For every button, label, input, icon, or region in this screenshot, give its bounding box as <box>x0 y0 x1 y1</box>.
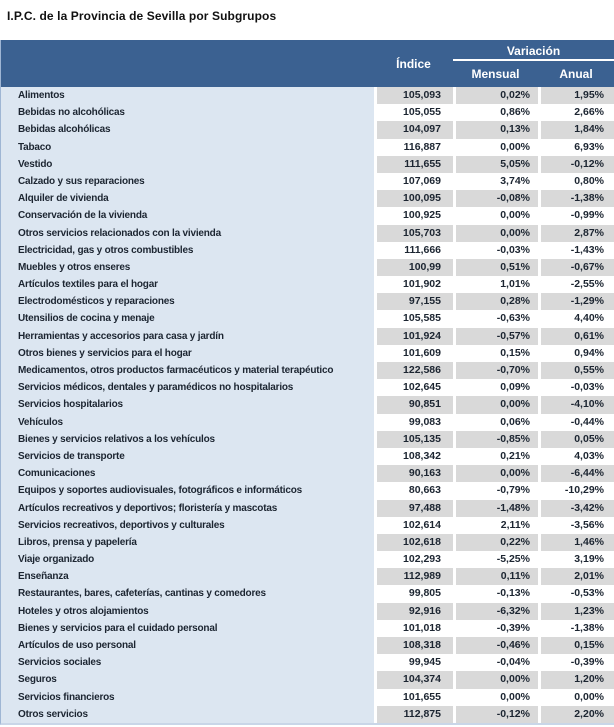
cell-mensual: 0,09% <box>453 379 538 396</box>
row-label: Servicios financieros <box>1 689 374 706</box>
row-label: Artículos textiles para el hogar <box>1 276 374 293</box>
cell-indice: 104,097 <box>374 121 453 138</box>
row-label: Bienes y servicios para el cuidado personal <box>1 620 374 637</box>
row-label: Utensilios de cocina y menaje <box>1 310 374 327</box>
cell-mensual: -0,57% <box>453 328 538 345</box>
table-row <box>1 585 614 602</box>
row-label: Alquiler de vivienda <box>1 190 374 207</box>
row-label: Herramientas y accesorios para casa y jardín <box>1 328 374 345</box>
cell-indice: 102,293 <box>374 551 453 568</box>
cell-mensual: 0,06% <box>453 414 538 431</box>
header-label-spacer <box>1 40 374 87</box>
cell-indice: 99,945 <box>374 654 453 671</box>
cell-anual: -2,55% <box>538 276 614 293</box>
cell-mensual: 0,13% <box>453 121 538 138</box>
row-label: Otros servicios <box>1 706 374 723</box>
cell-anual: -4,10% <box>538 396 614 413</box>
cell-indice: 101,655 <box>374 689 453 706</box>
row-label: Muebles y otros enseres <box>1 259 374 276</box>
cell-mensual: 0,00% <box>453 465 538 482</box>
cell-anual: -3,56% <box>538 517 614 534</box>
cell-anual: -1,43% <box>538 242 614 259</box>
cell-anual: -1,38% <box>538 620 614 637</box>
table-row <box>1 173 614 190</box>
cell-indice: 97,488 <box>374 500 453 517</box>
table-row <box>1 534 614 551</box>
cell-mensual: -0,70% <box>453 362 538 379</box>
cell-mensual: -0,85% <box>453 431 538 448</box>
cell-mensual: 0,00% <box>453 225 538 242</box>
cell-indice: 99,083 <box>374 414 453 431</box>
table-row <box>1 517 614 534</box>
table-row <box>1 104 614 121</box>
cell-mensual: 0,21% <box>453 448 538 465</box>
table-header <box>1 40 614 87</box>
cell-mensual: 0,00% <box>453 139 538 156</box>
cell-indice: 99,805 <box>374 585 453 602</box>
cell-indice: 102,618 <box>374 534 453 551</box>
ipc-subgroups-table <box>0 40 614 725</box>
table-row <box>1 379 614 396</box>
cell-anual: 0,80% <box>538 173 614 190</box>
table-row <box>1 310 614 327</box>
table-row <box>1 689 614 706</box>
cell-indice: 108,342 <box>374 448 453 465</box>
cell-indice: 104,374 <box>374 671 453 688</box>
row-label: Alimentos <box>1 87 374 104</box>
table-row <box>1 551 614 568</box>
cell-mensual: 0,00% <box>453 689 538 706</box>
table-row <box>1 500 614 517</box>
cell-anual: -0,39% <box>538 654 614 671</box>
cell-mensual: 2,11% <box>453 517 538 534</box>
cell-anual: 6,93% <box>538 139 614 156</box>
cell-mensual: -0,03% <box>453 242 538 259</box>
column-header-indice: Índice <box>396 56 431 71</box>
cell-anual: 1,23% <box>538 603 614 620</box>
column-header-anual: Anual <box>559 67 593 81</box>
table-row <box>1 448 614 465</box>
cell-mensual: -0,46% <box>453 637 538 654</box>
cell-anual: -3,42% <box>538 500 614 517</box>
cell-mensual: 0,86% <box>453 104 538 121</box>
row-label: Conservación de la vivienda <box>1 207 374 224</box>
row-label: Vehículos <box>1 414 374 431</box>
cell-anual: 0,61% <box>538 328 614 345</box>
cell-indice: 116,887 <box>374 139 453 156</box>
cell-mensual: 0,00% <box>453 671 538 688</box>
column-header-variacion: Variación <box>453 40 614 61</box>
cell-indice: 108,318 <box>374 637 453 654</box>
cell-anual: -0,03% <box>538 379 614 396</box>
cell-mensual: 1,01% <box>453 276 538 293</box>
cell-indice: 107,069 <box>374 173 453 190</box>
table-row <box>1 87 614 104</box>
cell-anual: 0,05% <box>538 431 614 448</box>
cell-indice: 100,925 <box>374 207 453 224</box>
cell-mensual: 0,22% <box>453 534 538 551</box>
cell-mensual: 3,74% <box>453 173 538 190</box>
cell-mensual: 0,11% <box>453 568 538 585</box>
row-label: Bebidas no alcohólicas <box>1 104 374 121</box>
table-row <box>1 345 614 362</box>
table-row <box>1 431 614 448</box>
row-label: Restaurantes, bares, cafeterías, cantinas y comedores <box>1 585 374 602</box>
row-label: Electricidad, gas y otros combustibles <box>1 242 374 259</box>
table-row <box>1 482 614 499</box>
row-label: Servicios hospitalarios <box>1 396 374 413</box>
table-row <box>1 654 614 671</box>
table-row <box>1 568 614 585</box>
cell-anual: -0,53% <box>538 585 614 602</box>
row-label: Vestido <box>1 156 374 173</box>
cell-indice: 105,093 <box>374 87 453 104</box>
cell-mensual: -1,48% <box>453 500 538 517</box>
table-row <box>1 190 614 207</box>
table-row <box>1 225 614 242</box>
row-label: Calzado y sus reparaciones <box>1 173 374 190</box>
table-row <box>1 293 614 310</box>
cell-mensual: -0,04% <box>453 654 538 671</box>
table-row <box>1 259 614 276</box>
table-row <box>1 139 614 156</box>
cell-anual: -6,44% <box>538 465 614 482</box>
table-row <box>1 121 614 138</box>
cell-mensual: 0,00% <box>453 207 538 224</box>
cell-anual: 4,03% <box>538 448 614 465</box>
cell-mensual: -5,25% <box>453 551 538 568</box>
cell-anual: 0,94% <box>538 345 614 362</box>
cell-indice: 112,989 <box>374 568 453 585</box>
cell-anual: 0,00% <box>538 689 614 706</box>
cell-indice: 105,585 <box>374 310 453 327</box>
row-label: Artículos recreativos y deportivos; floristería y mascotas <box>1 500 374 517</box>
table-body <box>1 87 614 723</box>
cell-indice: 111,666 <box>374 242 453 259</box>
cell-indice: 80,663 <box>374 482 453 499</box>
row-label: Otros servicios relacionados con la vivienda <box>1 225 374 242</box>
cell-mensual: 0,15% <box>453 345 538 362</box>
row-label: Viaje organizado <box>1 551 374 568</box>
cell-mensual: 5,05% <box>453 156 538 173</box>
row-label: Servicios sociales <box>1 654 374 671</box>
cell-indice: 102,614 <box>374 517 453 534</box>
row-label: Seguros <box>1 671 374 688</box>
cell-anual: 1,95% <box>538 87 614 104</box>
cell-anual: 2,66% <box>538 104 614 121</box>
row-label: Electrodomésticos y reparaciones <box>1 293 374 310</box>
cell-indice: 97,155 <box>374 293 453 310</box>
cell-mensual: 0,28% <box>453 293 538 310</box>
cell-anual: -0,44% <box>538 414 614 431</box>
cell-anual: 3,19% <box>538 551 614 568</box>
cell-anual: -0,12% <box>538 156 614 173</box>
cell-indice: 105,703 <box>374 225 453 242</box>
table-row <box>1 328 614 345</box>
cell-anual: 2,01% <box>538 568 614 585</box>
cell-mensual: -0,79% <box>453 482 538 499</box>
cell-indice: 102,645 <box>374 379 453 396</box>
cell-indice: 105,055 <box>374 104 453 121</box>
table-row <box>1 396 614 413</box>
cell-anual: -0,67% <box>538 259 614 276</box>
cell-mensual: -0,63% <box>453 310 538 327</box>
cell-mensual: -0,13% <box>453 585 538 602</box>
table-row <box>1 706 614 723</box>
row-label: Bebidas alcohólicas <box>1 121 374 138</box>
cell-indice: 90,851 <box>374 396 453 413</box>
table-row <box>1 465 614 482</box>
table-row <box>1 637 614 654</box>
cell-mensual: 0,00% <box>453 396 538 413</box>
row-label: Libros, prensa y papelería <box>1 534 374 551</box>
cell-indice: 100,99 <box>374 259 453 276</box>
cell-indice: 92,916 <box>374 603 453 620</box>
cell-indice: 101,018 <box>374 620 453 637</box>
cell-anual: -1,29% <box>538 293 614 310</box>
table-row <box>1 276 614 293</box>
row-label: Comunicaciones <box>1 465 374 482</box>
cell-mensual: -0,12% <box>453 706 538 723</box>
cell-anual: 2,20% <box>538 706 614 723</box>
cell-anual: 1,20% <box>538 671 614 688</box>
page-title: I.P.C. de la Provincia de Sevilla por Subgrupos <box>7 9 277 23</box>
row-label: Tabaco <box>1 139 374 156</box>
cell-indice: 101,924 <box>374 328 453 345</box>
row-label: Equipos y soportes audiovisuales, fotográficos e informáticos <box>1 482 374 499</box>
cell-anual: 0,15% <box>538 637 614 654</box>
cell-anual: 4,40% <box>538 310 614 327</box>
cell-anual: -1,38% <box>538 190 614 207</box>
cell-indice: 122,586 <box>374 362 453 379</box>
cell-mensual: 0,02% <box>453 87 538 104</box>
cell-anual: 0,55% <box>538 362 614 379</box>
cell-mensual: -6,32% <box>453 603 538 620</box>
row-label: Enseñanza <box>1 568 374 585</box>
cell-anual: 1,46% <box>538 534 614 551</box>
table-row <box>1 207 614 224</box>
row-label: Servicios de transporte <box>1 448 374 465</box>
row-label: Servicios recreativos, deportivos y culturales <box>1 517 374 534</box>
cell-mensual: -0,08% <box>453 190 538 207</box>
row-label: Artículos de uso personal <box>1 637 374 654</box>
cell-indice: 101,902 <box>374 276 453 293</box>
row-label: Hoteles y otros alojamientos <box>1 603 374 620</box>
cell-indice: 111,655 <box>374 156 453 173</box>
cell-indice: 112,875 <box>374 706 453 723</box>
cell-mensual: 0,51% <box>453 259 538 276</box>
cell-anual: -10,29% <box>538 482 614 499</box>
cell-anual: -0,99% <box>538 207 614 224</box>
cell-anual: 2,87% <box>538 225 614 242</box>
cell-indice: 101,609 <box>374 345 453 362</box>
table-row <box>1 414 614 431</box>
column-header-mensual: Mensual <box>471 67 520 81</box>
table-row <box>1 362 614 379</box>
table-row <box>1 671 614 688</box>
table-row <box>1 603 614 620</box>
row-label: Bienes y servicios relativos a los vehículos <box>1 431 374 448</box>
table-row <box>1 620 614 637</box>
table-row <box>1 156 614 173</box>
row-label: Medicamentos, otros productos farmacéuticos y material terapéutico <box>1 362 374 379</box>
row-label: Servicios médicos, dentales y paramédicos no hospitalarios <box>1 379 374 396</box>
cell-indice: 105,135 <box>374 431 453 448</box>
cell-mensual: -0,39% <box>453 620 538 637</box>
row-label: Otros bienes y servicios para el hogar <box>1 345 374 362</box>
table-row <box>1 242 614 259</box>
cell-indice: 100,095 <box>374 190 453 207</box>
cell-anual: 1,84% <box>538 121 614 138</box>
cell-indice: 90,163 <box>374 465 453 482</box>
